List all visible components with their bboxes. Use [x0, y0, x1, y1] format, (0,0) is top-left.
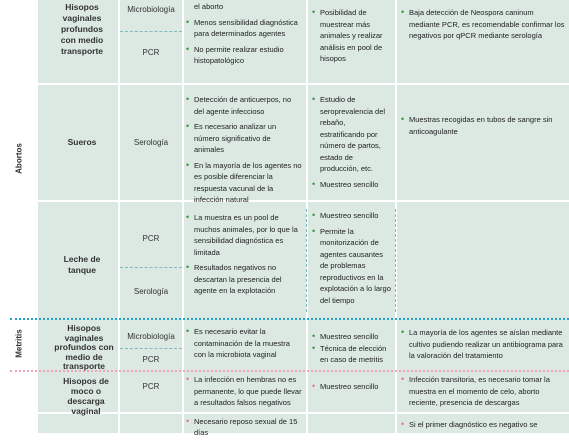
notes-list [401, 7, 565, 42]
row-label-hisopos: Hisopos vaginales profundos con medio transporte [60, 2, 104, 56]
disadvantages-list [186, 212, 302, 297]
notes-list [401, 114, 565, 137]
list-item: • Detección de anticuerpos, no del agente infeccioso [186, 94, 302, 117]
list-item: • Muestreo sencillo [312, 179, 392, 191]
list-item: • La infección en hembras no es permanente, lo que puede llevar a resultados falsos negativos [186, 374, 302, 409]
method-pcr: PCR [142, 48, 160, 57]
row-gap [38, 200, 569, 202]
list-item: • Permite la monitorización de agentes causantes de problemas reproductivos en la explotación a lo largo del tiempo [312, 226, 392, 307]
list-item: • Si el primer diagnóstico es negativo se [401, 419, 565, 431]
list-item: • Estudio de seroprevalencia del rebaño, estratificando por número de partos, estado de producción, etc. [312, 94, 392, 175]
advantages-list [312, 210, 392, 306]
list-item: • La mayoría de los agentes se aíslan mediante cultivo pudiendo realizar un antibiograma para la valoración del tratamiento [401, 327, 565, 362]
group-sidebar [0, 0, 38, 433]
list-item: • Resultados negativos no descartan la presencia del agente en la explotación [186, 262, 302, 297]
advantages-list [312, 331, 392, 366]
disadvantages-list [186, 17, 302, 67]
group-label-metritis: Metritis [14, 329, 24, 358]
list-item: • Es necesario analizar un número significativo de animales [186, 121, 302, 156]
continued-text: el aborto [194, 2, 224, 11]
method-divider [120, 31, 182, 32]
list-item: • No permite realizar estudio histopatológico [186, 44, 302, 67]
advantages-list [312, 381, 392, 393]
advantages-list [312, 7, 392, 65]
group-separator [10, 318, 569, 320]
column-divider [306, 209, 307, 312]
method-microbiologia: Microbiología [127, 5, 175, 14]
list-item: • Muestreo sencillo [312, 210, 392, 222]
list-item: • Muestreo sencillo [312, 331, 392, 343]
row-label-leche: Leche de tanque [63, 254, 101, 275]
method-serologia: Serología [133, 287, 169, 296]
list-item: • Necesario reposo sexual de 15 días [186, 416, 302, 439]
method-pcr: PCR [142, 355, 160, 364]
list-item: • Técnica de elección en caso de metritis [312, 343, 392, 366]
row-label-metritis-hisopos: Hisopos vaginales profundos con medio de transporte [54, 323, 114, 371]
column-divider [395, 209, 396, 312]
list-item: • Muestreo sencillo [312, 381, 392, 393]
advantages-list [312, 94, 392, 190]
notes-list [401, 327, 565, 362]
row-label-moco: Hisopos de moco o descarga vaginal [63, 376, 109, 416]
list-item: • Infección transitoria, es necesario tomar la muestra en el momento de celo, aborto reciente, presencia de descargas [401, 374, 565, 409]
column-gap [118, 0, 120, 433]
list-item: • Es necesario evitar la contaminación de la muestra con la microbiota vaginal [186, 326, 302, 361]
group-label-abortos: Abortos [14, 143, 24, 174]
row-gap [38, 83, 569, 85]
method-serologia: Serología [133, 138, 169, 147]
list-item: • Posibilidad de muestrear más animales y realizar análisis en pool de hisopos [312, 7, 392, 65]
method-microbiologia: Microbiología [127, 332, 175, 341]
disadvantages-list [186, 326, 302, 361]
disadvantages-list [186, 94, 302, 206]
method-pcr: PCR [142, 234, 160, 243]
method-divider [120, 348, 182, 349]
notes-list [401, 374, 565, 430]
method-pcr: PCR [142, 382, 160, 391]
row-label-sueros: Sueros [67, 137, 97, 147]
list-item: • Muestras recogidas en tubos de sangre sin anticoagulante [401, 114, 565, 137]
disadvantages-list [186, 374, 302, 439]
list-item: • La muestra es un pool de muchos animales, por lo que la sensibilidad diagnóstica es limitada [186, 212, 302, 258]
list-item: • Menos sensibilidad diagnóstica para determinados agentes [186, 17, 302, 40]
list-item: • Baja detección de Neospora caninum mediante PCR, es recomendable confirmar los negativos por qPCR mediante serología [401, 7, 565, 42]
method-divider [120, 267, 182, 268]
list-item: • En la mayoría de los agentes no es posible diferenciar la respuesta vacunal de la infección natural [186, 160, 302, 206]
column-gap [182, 0, 184, 433]
